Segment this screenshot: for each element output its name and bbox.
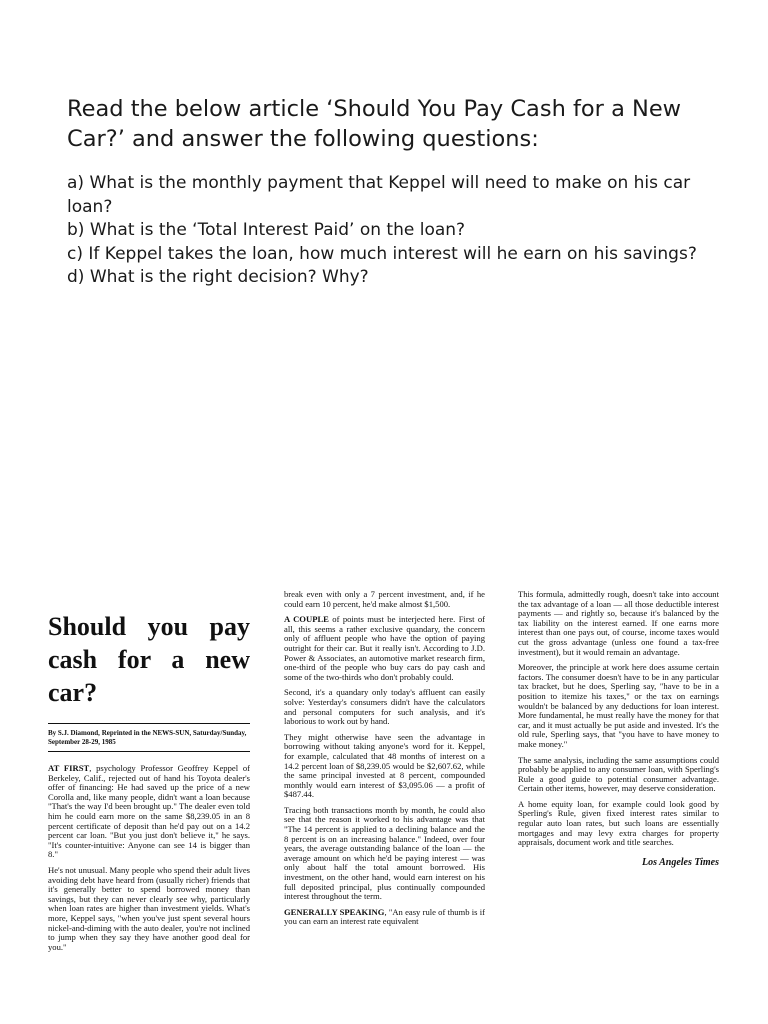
paragraph-text: , "An easy rule of thumb is if you can earn an interest rate equivalent — [284, 906, 485, 927]
article-paragraph: He's not unusual. Many people who spend their adult lives avoiding debt have heard from (usually richer) friends that it's generally better to spend borrowed money than savings, but they can never clearly see why, particularly when loan rates are higher than investment yields. What's more, Keppel says, "when you've just spent several hours nickel-and-diming with the auto dealer, you're not inclined to jump when they say they have another good deal for you." — [48, 864, 250, 952]
question-a: a) What is the monthly payment that Keppel will need to make on his car loan? — [67, 173, 691, 217]
article-paragraph — [48, 764, 250, 860]
article-paragraph — [284, 615, 485, 682]
question-d: d) What is the right decision? Why? — [67, 267, 369, 287]
article-byline — [48, 723, 250, 752]
paragraph-lead: AT FIRST — [48, 763, 90, 773]
article-column-1 — [48, 590, 250, 958]
article-title: Should you pay cash for a new car? — [48, 612, 250, 707]
newspaper-article — [0, 590, 768, 1024]
article-paragraph: Tracing both transactions month by month, he could also see that the reason it worked to his advantage was that "The 14 percent is applied to a declining balance and the 8 percent is on an increasing balance." Indeed, over four years, the average outstanding balance of the loan — the average amount on which he'd be paying interest — was only about half the total amount borrowed. His investment, on the other hand, would earn interest on his full deposited principal, plus continually compounded interest throughout the term. — [284, 804, 485, 902]
instructions-block — [67, 94, 717, 290]
article-paragraph: Moreover, the principle at work here does assume certain factors. The consumer doesn't have to be in any particular tax bracket, but he does, Sperling say, "have to be in a position to itemize his taxes," or the tax on earnings wouldn't be balanced by any deductions for loan interest. More fundamental, he must really have the money for that car, and it must actually be put aside and invested. It's the old rule, Sperling says, that "you have to have money to make money." — [518, 662, 719, 749]
paragraph-text: of points must be interjected here. First of all, this seems a rather exclusive quandary, the concern only of affluent people who have the option of paying outright for their car. But it really isn't. According to J.D. Power & Associates, an automotive market research firm, one-third of the people who buy cars do pay cash and some of the two-thirds who don't probably could. — [284, 614, 485, 682]
article-paragraph — [284, 908, 485, 927]
byline-author: By S.J. Diamond, — [48, 729, 100, 737]
article-paragraph: This formula, admittedly rough, doesn't take into account the tax advantage of a loan — all those deductible interest payments — and rightly so, because it's balanced by the tax liability on the interest earned. If one earns more interest than one pays out, of course, income taxes would cut the gross advantage (unless one found a tax-free investment), but it would remain an advantage. — [518, 589, 719, 657]
article-paragraph: Second, it's a quandary only today's affluent can easily solve: Yesterday's consumers didn't have the calculators and personal computers for such analysis, and it's laborious to work out by hand. — [284, 687, 485, 727]
article-paragraph: They might otherwise have seen the advantage in borrowing without taking anyone's word for it. Keppel, for example, calculated that 48 months of interest on a 14.2 percent loan of $8,239.05 would be $2,607.62, while the same principal invested at 8 percent, compounded monthly would earn interest of $3,095.06 — a profit of $487.44. — [284, 731, 485, 800]
article-paragraph: break even with only a 7 percent investment, and, if he could earn 10 percent, he'd make almost $1,500. — [284, 589, 485, 609]
newspaper-signature: Los Angeles Times — [641, 856, 719, 868]
article-column-3 — [518, 590, 719, 867]
article-paragraph: The same analysis, including the same assumptions could probably be applied to any consumer loan, with Sperling's Rule a good guide to potential consumer advantage. Certain other items, however, may deserve consideration. — [518, 754, 719, 794]
question-c: c) If Keppel takes the loan, how much interest will he earn on his savings? — [67, 243, 697, 264]
instructions-heading: Read the below article ‘Should You Pay Cash for a New Car?’ and answer the following questions: — [67, 96, 682, 152]
article-column-2 — [284, 590, 485, 933]
paragraph-lead: A COUPLE — [284, 614, 329, 625]
byline-source: Reprinted in the NEWS-SUN, Saturday/Sunday, September 28-29, 1985 — [48, 729, 247, 746]
paragraph-lead: GENERALLY SPEAKING — [284, 906, 385, 917]
article-paragraph: A home equity loan, for example could look good by Sperling's Rule, given fixed interest rates similar to regular auto loan rates, but such loans are essentially mortgages and may levy extra charges for property appraisals, document work and title searches. — [518, 798, 719, 848]
question-b: b) What is the ‘Total Interest Paid’ on the loan? — [67, 220, 466, 240]
paragraph-text: , psychology Professor Geoffrey Keppel of Berkeley, Calif., rejected out of hand his Toyota dealer's offer of financing: He had saved up the price of a new Corolla and, like many people, didn't want a loan because "That's the way I'd been brought up." The dealer even told him he could earn more on the same $8,239.05 in an 8 percent certificate of deposit than he'd pay out on a 14.2 percent car loan. "But you just don't believe it," he says. "It's counter-intuitive: Anyone can see 14 is bigger than 8." — [48, 763, 250, 860]
